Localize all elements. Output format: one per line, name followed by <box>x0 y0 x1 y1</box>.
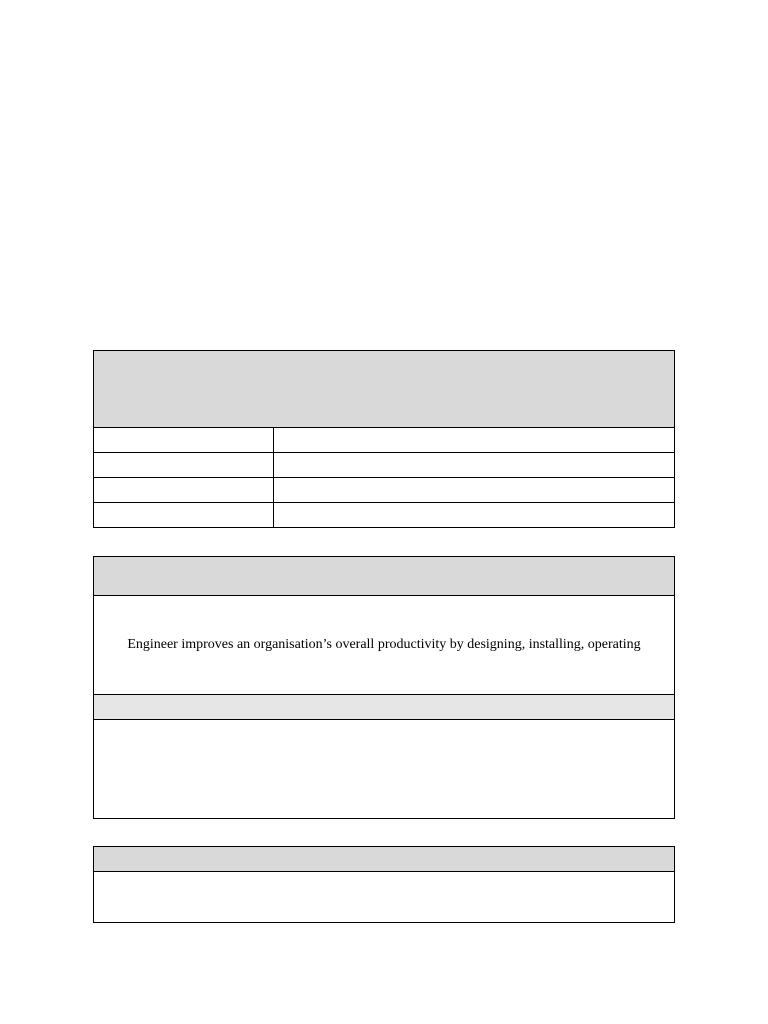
purpose-body <box>94 720 675 819</box>
field-value <box>274 428 675 453</box>
field-label <box>94 453 274 478</box>
purpose-table <box>93 556 675 819</box>
section-three-heading <box>94 847 675 872</box>
table-row <box>94 478 675 503</box>
field-label <box>94 478 274 503</box>
purpose-subheading <box>94 695 675 720</box>
section-three-body <box>94 872 675 923</box>
job-details-heading <box>94 351 675 428</box>
purpose-text: Engineer improves an organisation’s overall productivity by designing, installing, operating <box>94 596 675 695</box>
table-row <box>94 503 675 528</box>
section-three-table <box>93 846 675 923</box>
table-row <box>94 428 675 453</box>
field-label <box>94 503 274 528</box>
field-value <box>274 478 675 503</box>
job-details-table <box>93 350 675 528</box>
table-row <box>94 453 675 478</box>
field-value <box>274 503 675 528</box>
field-value <box>274 453 675 478</box>
purpose-heading <box>94 557 675 596</box>
field-label <box>94 428 274 453</box>
